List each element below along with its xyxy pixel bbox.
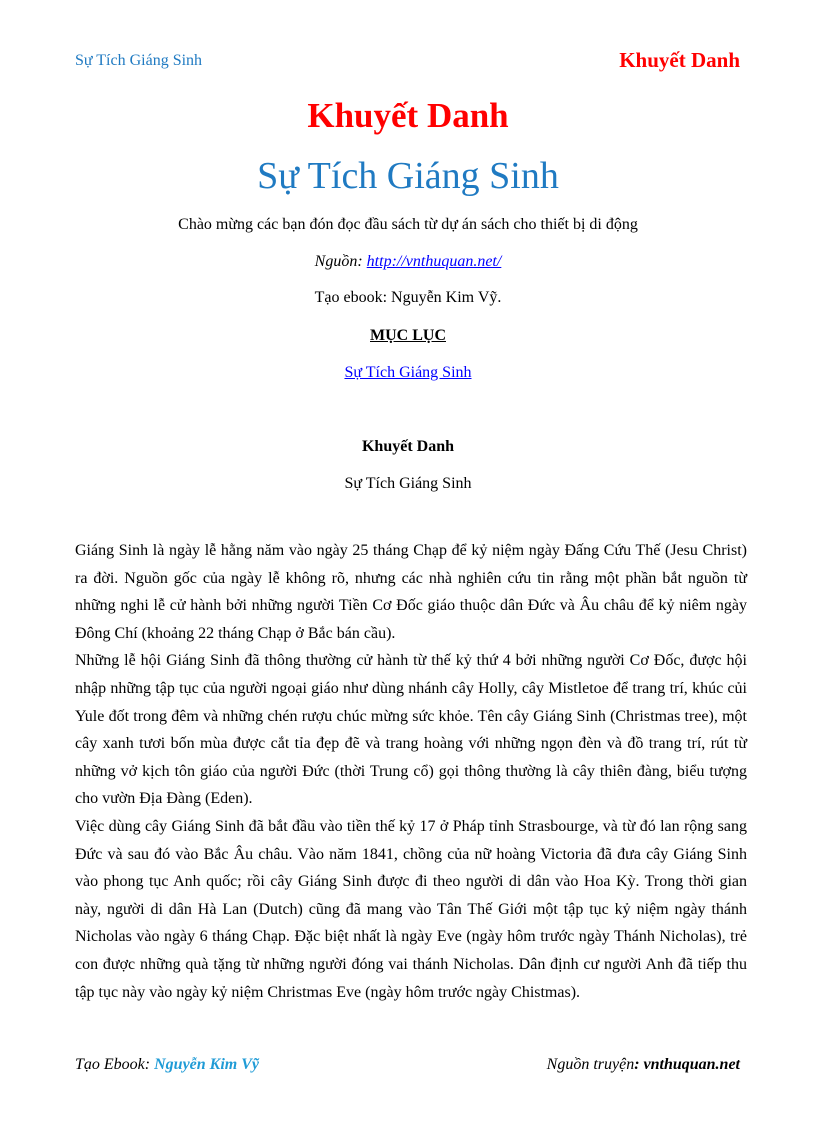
title-author: Khuyết Danh [307,96,509,135]
footer-source-site: vnthuquan.net [643,1056,740,1073]
footer-source-label: Nguồn truyện [546,1056,635,1073]
toc-heading: MỤC LỤC [370,327,446,344]
ebook-credit: Tạo ebook: Nguyễn Kim Vỹ. [314,289,502,306]
header-author: Khuyết Danh [619,48,740,72]
source-line [0,253,816,271]
chapter-title: Sự Tích Giáng Sinh [344,475,472,492]
title-book: Sự Tích Giáng Sinh [257,155,559,197]
story-body [75,537,747,1006]
paragraph: Giáng Sinh là ngày lễ hằng năm vào ngày 25 tháng Chạp để kỷ niệm ngày Đấng Cứu Thế (Jesu Christ) ra đời. Nguồn gốc của ngày lễ không rõ, nhưng các nhà nghiên cứu tin rằng một phần bắt nguồn từ những nghi lễ cử hành bởi những người Tiền Cơ Đốc giáo thuộc dân Đức và Âu châu để kỷ niêm ngày Đông Chí (khoảng 22 tháng Chạp ở Bắc bán cầu). [75,542,747,642]
source-link[interactable]: http://vnthuquan.net/ [366,253,502,270]
footer-sep: : [634,1056,644,1073]
toc-item-link[interactable]: Sự Tích Giáng Sinh [344,364,472,381]
footer-source [547,1056,740,1074]
welcome-text: Chào mừng các bạn đón đọc đầu sách từ dự án sách cho thiết bị di động [178,216,638,233]
footer-ebook-name: Nguyễn Kim Vỹ [154,1056,259,1073]
header-book-title: Sự Tích Giáng Sinh [75,52,203,69]
paragraph: Những lễ hội Giáng Sinh đã thông thường cử hành từ thế kỷ thứ 4 bởi những người Cơ Đốc, được hội nhập những tập tục của người ngoại giáo như dùng nhánh cây Holly, cây Mistletoe để trang trí, khúc củi Yule đốt trong đêm và những chén rượu chúc mừng sức khỏe. Tên cây Giáng Sinh (Christmas tree), một cây xanh tươi bốn mùa được cắt tỉa đẹp đẽ và trang hoàng với những ngọn đèn và đồ trang trí, rút từ những vở kịch tôn giáo của người Đức (thời Trung cổ) gọi thông thường là cây thiên đàng, biểu tượng cho vườn Địa Đàng (Eden). [75,652,747,808]
footer-sep: : [144,1056,155,1073]
paragraph: Việc dùng cây Giáng Sinh đã bắt đầu vào tiền thế kỷ 17 ở Pháp tỉnh Strasbourge, và từ đó lan rộng sang Đức và sau đó vào Bắc Âu châu. Vào năm 1841, chồng của nữ hoàng Victoria đã đưa cây Giáng Sinh vào phong tục Anh quốc; rồi cây Giáng Sinh được đi theo người di dân vào Hoa Kỳ. Trong thời gian này, người di dân Hà Lan (Dutch) cũng đã mang vào Tân Thế Giới một tập tục kỷ niệm ngày thánh Nicholas vào ngày 6 tháng Chạp. Đặc biệt nhất là ngày Eve (ngày hôm trước ngày Thánh Nicholas), trẻ con được những quà tặng từ những người đóng vai thánh Nicholas. Dân định cư người Anh đã tiếp thu tập tục này vào ngày kỷ niệm Christmas Eve (ngày hôm trước ngày Chistmas). [75,817,747,1001]
source-label: Nguồn: [314,253,363,270]
footer-ebook-credit [75,1056,259,1074]
chapter-author: Khuyết Danh [361,438,455,455]
footer-ebook-label: Tạo Ebook [75,1056,145,1073]
